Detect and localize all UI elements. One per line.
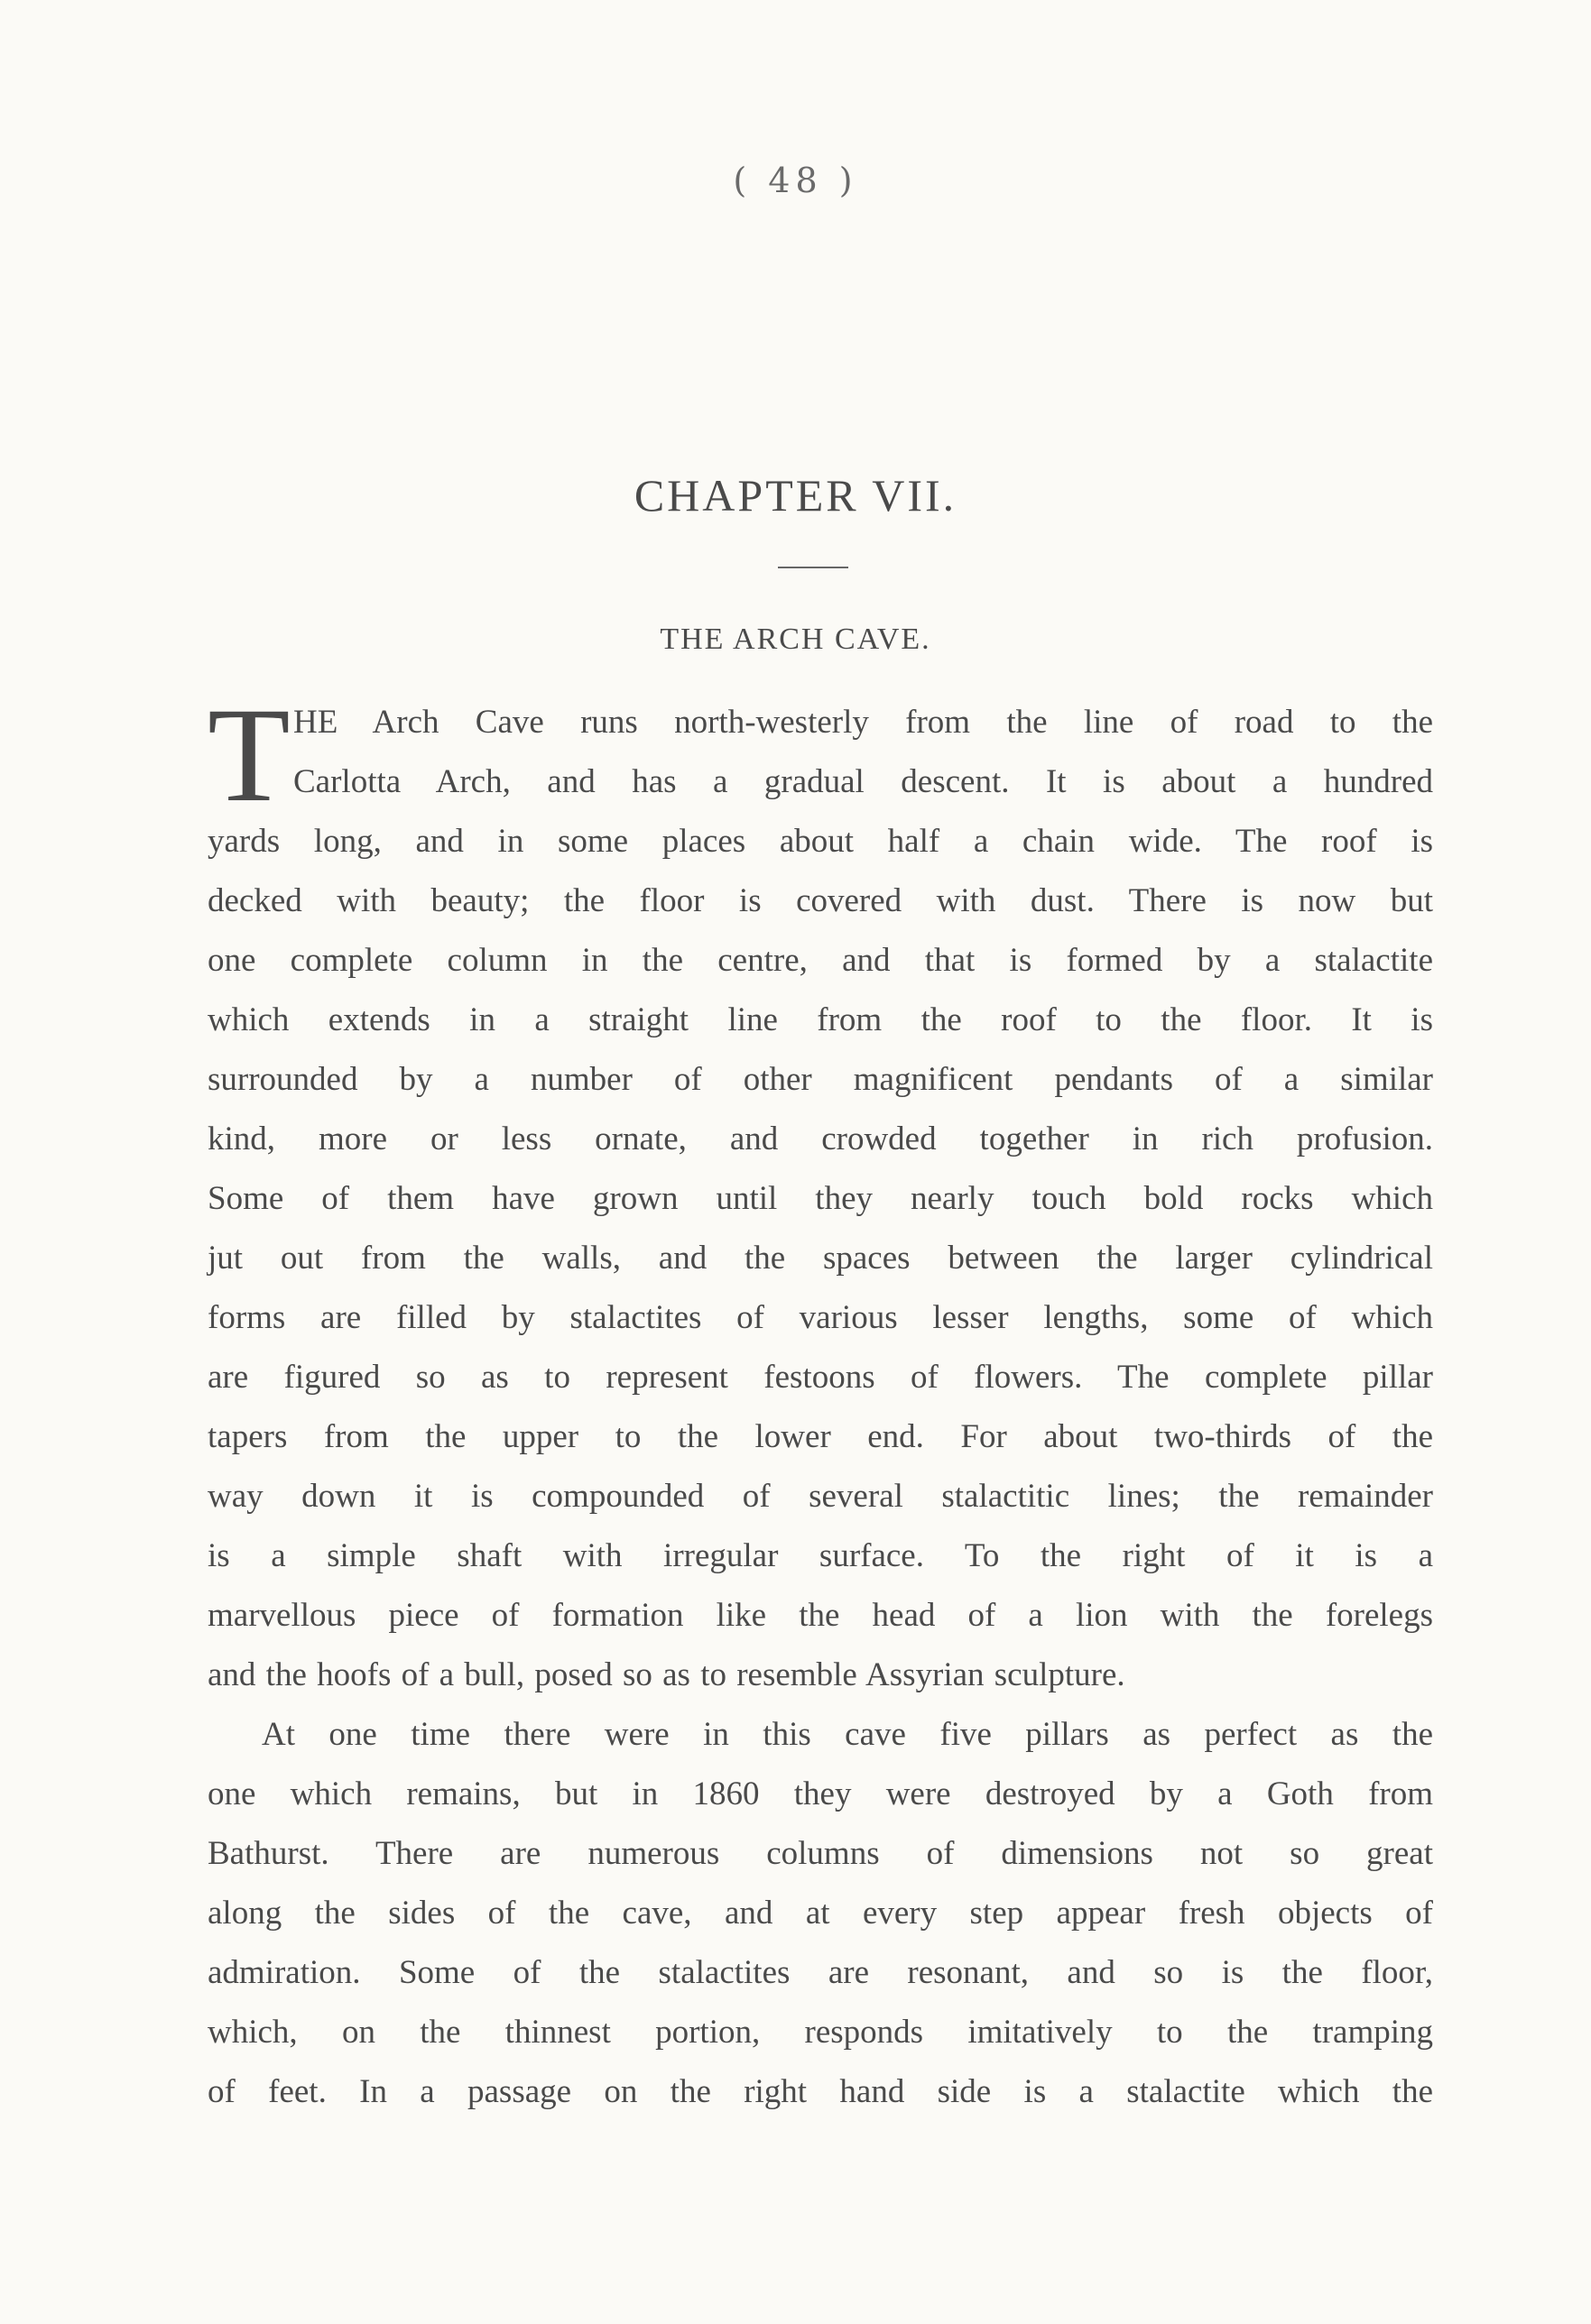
- text-line: which, on the thinnest portion, responds imitatively to the tramping: [208, 2014, 1433, 2051]
- text-line: forms are filled by stalactites of various lesser lengths, some of which: [208, 1299, 1433, 1336]
- section-title: THE ARCH CAVE.: [660, 622, 931, 656]
- chapter-title: CHAPTER VII.: [634, 470, 957, 521]
- text-line: HE Arch Cave runs north-westerly from the line of road to the: [293, 704, 1433, 741]
- page-number: ( 48 ): [733, 161, 858, 200]
- text-line: Some of them have grown until they nearly touch bold rocks which: [208, 1180, 1433, 1217]
- text-line: way down it is compounded of several stalactitic lines; the remainder: [208, 1478, 1433, 1515]
- drop-cap: T: [208, 680, 291, 830]
- text-line: surrounded by a number of other magnificent pendants of a similar: [208, 1061, 1433, 1098]
- text-line: of feet. In a passage on the right hand side is a stalactite which the: [208, 2073, 1433, 2110]
- text-line: are figured so as to represent festoons of flowers. The complete pillar: [208, 1359, 1433, 1396]
- text-line: one complete column in the centre, and that is formed by a stalactite: [208, 942, 1433, 979]
- text-line: jut out from the walls, and the spaces between the larger cylindrical: [208, 1240, 1433, 1277]
- body-text: [208, 680, 1433, 2122]
- text-line: is a simple shaft with irregular surface. To the right of it is a: [208, 1537, 1433, 1574]
- paragraph-2: [208, 1705, 1433, 2122]
- text-line: kind, more or less ornate, and crowded together in rich profusion.: [208, 1120, 1433, 1157]
- text-line: Carlotta Arch, and has a gradual descent. It is about a hundred: [293, 763, 1433, 800]
- text-line: marvellous piece of formation like the head of a lion with the forelegs: [208, 1597, 1433, 1634]
- text-line: which extends in a straight line from the roof to the floor. It is: [208, 1001, 1433, 1038]
- paragraph-1: [208, 693, 1433, 1705]
- text-line: yards long, and in some places about half a chain wide. The roof is: [208, 823, 1433, 860]
- title-divider: [778, 567, 848, 568]
- text-line: and the hoofs of a bull, posed so as to resemble Assyrian sculpture.: [208, 1656, 1125, 1693]
- text-line: admiration. Some of the stalactites are resonant, and so is the floor,: [208, 1954, 1433, 1991]
- text-line: decked with beauty; the floor is covered with dust. There is now but: [208, 882, 1433, 919]
- text-line: At one time there were in this cave five pillars as perfect as the: [262, 1716, 1433, 1753]
- text-line: along the sides of the cave, and at every step appear fresh objects of: [208, 1895, 1433, 1932]
- text-line: one which remains, but in 1860 they were destroyed by a Goth from: [208, 1775, 1433, 1812]
- text-line: tapers from the upper to the lower end. For about two-thirds of the: [208, 1418, 1433, 1455]
- text-line: Bathurst. There are numerous columns of dimensions not so great: [208, 1835, 1433, 1872]
